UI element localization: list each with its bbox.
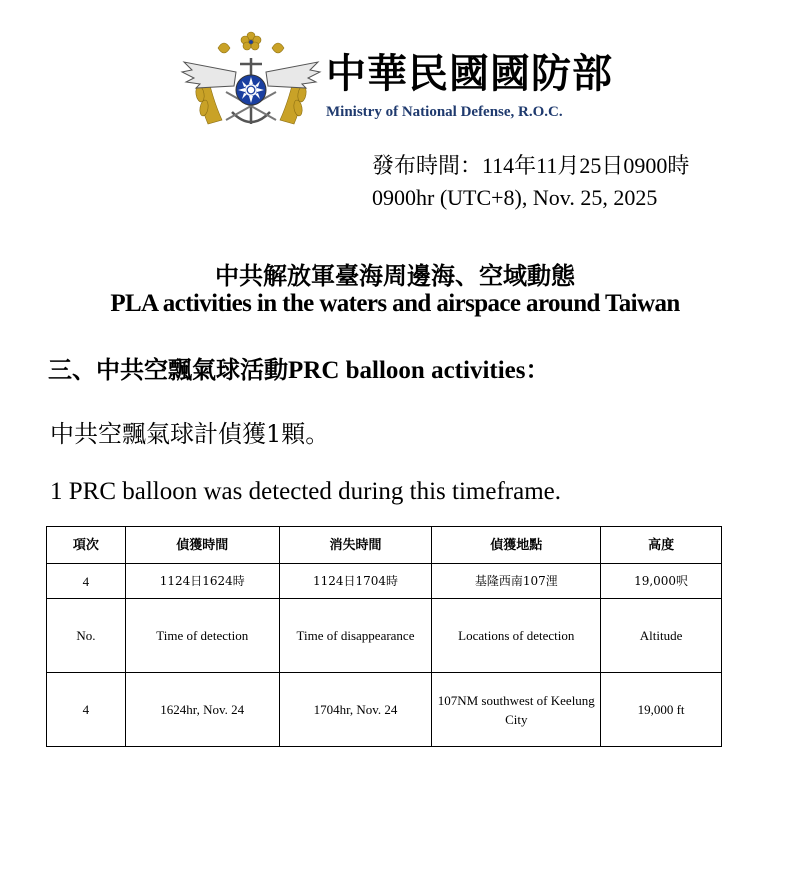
org-name-zh: 中華民國國防部 [326,51,613,97]
section-heading-zh: 三、中共空飄氣球活動 [48,355,288,384]
table-cell: 基隆西南107浬 [432,564,601,599]
table-cell: 1124日1624時 [125,564,279,599]
org-name-en: Ministry of National Defense, R.O.C. [326,104,563,120]
balloon-table [46,526,722,747]
mnd-emblem-icon [178,28,324,140]
release-time-zh: 發布時間：114年11月25日0900時 [372,153,690,178]
table-header-row-zh [47,527,722,564]
table-cell: 1124日1704時 [279,564,432,599]
table-header-cell: 消失時間 [279,527,432,564]
summary-en: 1 PRC balloon was detected during this timeframe. [50,478,562,505]
release-time-en: 0900hr (UTC+8), Nov. 25, 2025 [372,185,658,210]
table-cell: 1624hr, Nov. 24 [125,673,279,747]
table-header-cell: No. [47,599,126,673]
table-row [47,673,722,747]
table-header-cell: Time of disappearance [279,599,432,673]
table-cell: 107NM southwest of Keelung City [432,673,601,747]
page-title-zh: 中共解放軍臺海周邊海、空域動態 [215,261,575,290]
table-header-cell: Locations of detection [432,599,601,673]
table-cell: 4 [47,673,126,747]
page-title-en: PLA activities in the waters and airspace around Taiwan [110,290,680,317]
table-header-cell: 偵獲時間 [125,527,279,564]
table-cell: 19,000 ft [601,673,722,747]
section-heading-colon: ： [525,355,550,384]
table-header-cell: Time of detection [125,599,279,673]
table-header-cell: Altitude [601,599,722,673]
table-header-row-en [47,599,722,673]
table-cell: 4 [47,564,126,599]
section-heading-en: PRC balloon activities [288,357,526,384]
table-header-cell: 高度 [601,527,722,564]
table-cell: 19,000呎 [601,564,722,599]
table-header-cell: 項次 [47,527,126,564]
section-heading [48,350,550,385]
table-row [47,564,722,599]
release-time [372,150,689,214]
table-header-cell: 偵獲地點 [432,527,601,564]
summary-zh: 中共空飄氣球計偵獲1顆。 [50,420,330,448]
table-cell: 1704hr, Nov. 24 [279,673,432,747]
